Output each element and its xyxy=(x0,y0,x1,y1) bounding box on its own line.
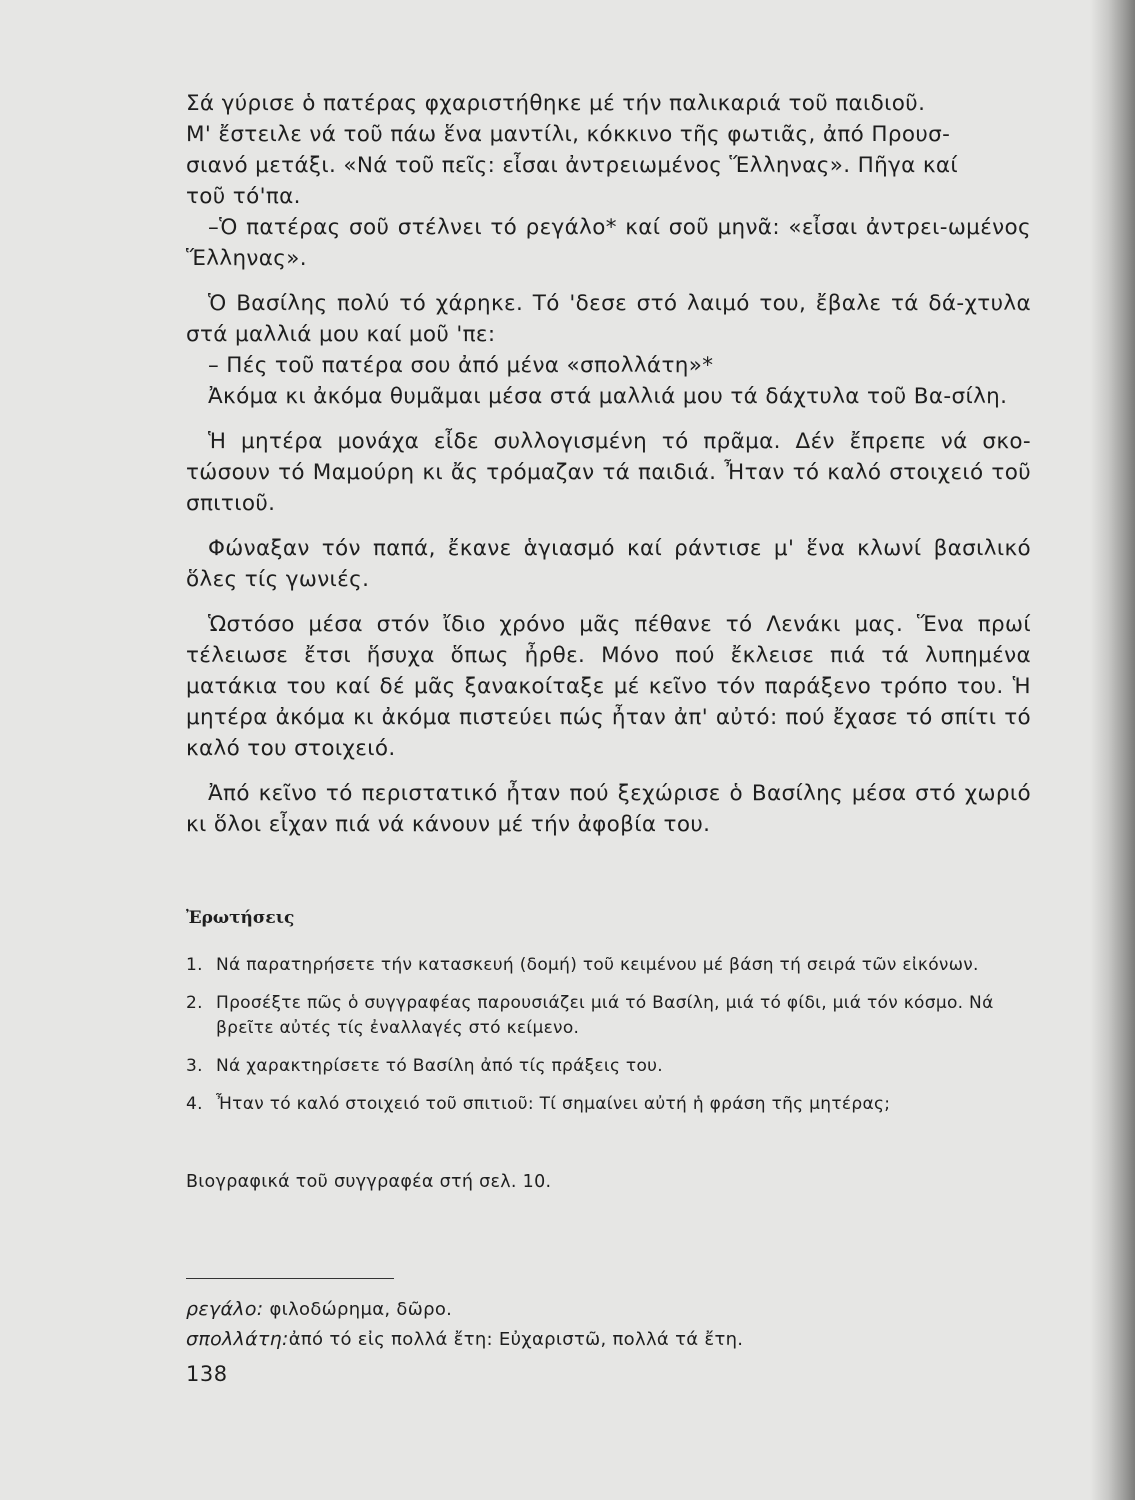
bio-note: Βιογραφικά τοῦ συγγραφέα στή σελ. 10. xyxy=(186,1172,552,1192)
footnote-divider xyxy=(186,1278,394,1279)
paragraph-9: Ἀπό κεῖνο τό περιστατικό ἦταν πού ξεχώρισε ὁ Βασίλης μέσα στό χωριό κι ὅλοι εἶχαν πιά νά κάνουν μέ τήν ἀφοβία του. xyxy=(186,781,1031,837)
footnote-term: ρεγάλο: xyxy=(186,1298,264,1320)
questions-heading: Ἐρωτήσεις xyxy=(186,908,295,928)
question-text: Νά παρατηρήσετε τήν κατασκευή (δομή) τοῦ κειμένου μέ βάση τή σειρά τῶν εἰκόνων. xyxy=(216,955,979,975)
question-text: Ἦταν τό καλό στοιχειό τοῦ σπιτιοῦ: Τί σημαίνει αὐτή ἡ φράση τῆς μητέρας; xyxy=(216,1094,891,1114)
questions-list xyxy=(186,953,1036,1130)
footnote-definition: ἀπό τό εἰς πολλά ἔτη: Εὐχαριστῶ, πολλά τά ἔτη. xyxy=(288,1329,744,1350)
paragraph-7: Φώναξαν τόν παπά, ἔκανε ἁγιασμό καί ράντισε μ' ἕνα κλωνί βασιλικό ὅλες τίς γωνιές. xyxy=(186,536,1031,592)
question-text: Προσέξτε πῶς ὁ συγγραφέας παρουσιάζει μιά τό Βασίλη, μιά τό φίδι, μιά τόν κόσμο. Νά βρεῖτε αὐτές τίς ἐναλλαγές στό κείμενο. xyxy=(216,993,994,1038)
question-number: 1. xyxy=(186,955,203,975)
main-text-block xyxy=(186,88,1031,840)
text-line: Σά γύρισε ὁ πατέρας φχαριστήθηκε μέ τήν παλικαριά τοῦ παιδιοῦ. xyxy=(186,91,926,116)
paragraph-5: Ἀκόμα κι ἀκόμα θυμᾶμαι μέσα στά μαλλιά μου τά δάχτυλα τοῦ Βα-σίλη. xyxy=(208,384,1008,409)
text-line: Μ' ἔστειλε νά τοῦ πάω ἕνα μαντίλι, κόκκινο τῆς φωτιᾶς, ἀπό Προυσ- xyxy=(186,122,951,147)
question-number: 2. xyxy=(186,993,203,1013)
paragraph-4: – Πές τοῦ πατέρα σου ἀπό μένα «σπολλάτη»* xyxy=(208,353,714,378)
question-text: Νά χαρακτηρίσετε τό Βασίλη ἀπό τίς πράξεις του. xyxy=(216,1056,664,1076)
paragraph-2: –Ὁ πατέρας σοῦ στέλνει τό ρεγάλο* καί σοῦ μηνᾶ: «εἶσαι ἀντρει-ωμένος Ἕλληνας». xyxy=(186,215,1031,271)
question-item xyxy=(186,1054,1036,1079)
footnote-definition: φιλοδώρημα, δῶρο. xyxy=(263,1299,453,1320)
footnote-2 xyxy=(186,1328,1036,1350)
page-spine-shadow xyxy=(1090,0,1135,1500)
question-item xyxy=(186,991,1036,1041)
paragraph-1 xyxy=(186,88,1031,212)
paragraph-8: Ὡστόσο μέσα στόν ἴδιο χρόνο μᾶς πέθανε τό Λενάκι μας. Ἕνα πρωί τέλειωσε ἔτσι ἥσυχα ὅπως ἦρθε. Μόνο πού ἔκλεισε πιά τά λυπημένα ματάκια του καί δέ μᾶς ξανακοίταξε μέ κεῖνο τόν παράξενο τρόπο του. Ἡ μητέρα ἀκόμα κι ἀκόμα πιστεύει πώς ἦταν ἀπ' αὐτό: πού ἔχασε τό σπίτι τό καλό του στοιχειό. xyxy=(186,612,1031,761)
paragraph-6: Ἡ μητέρα μονάχα εἶδε συλλογισμένη τό πρᾶμα. Δέν ἔπρεπε νά σκο-τώσουν τό Μαμούρη κι ἄς τρόμαζαν τά παιδιά. Ἦταν τό καλό στοιχειό τοῦ σπιτιοῦ. xyxy=(186,429,1031,516)
question-number: 4. xyxy=(186,1094,203,1114)
question-item xyxy=(186,1092,1036,1117)
text-line: σιανό μετάξι. «Νά τοῦ πεῖς: εἶσαι ἀντρειωμένος Ἕλληνας». Πῆγα καί xyxy=(186,153,959,178)
text-line: τοῦ τό'πα. xyxy=(186,184,301,209)
footnote-term: σπολλάτη: xyxy=(186,1328,289,1350)
paragraph-3: Ὁ Βασίλης πολύ τό χάρηκε. Τό 'δεσε στό λαιμό του, ἔβαλε τά δά-χτυλα στά μαλλιά μου καί μοῦ 'πε: xyxy=(186,291,1031,347)
question-item xyxy=(186,953,1036,978)
page-number: 138 xyxy=(186,1362,228,1386)
footnote-1 xyxy=(186,1298,1036,1320)
question-number: 3. xyxy=(186,1056,203,1076)
